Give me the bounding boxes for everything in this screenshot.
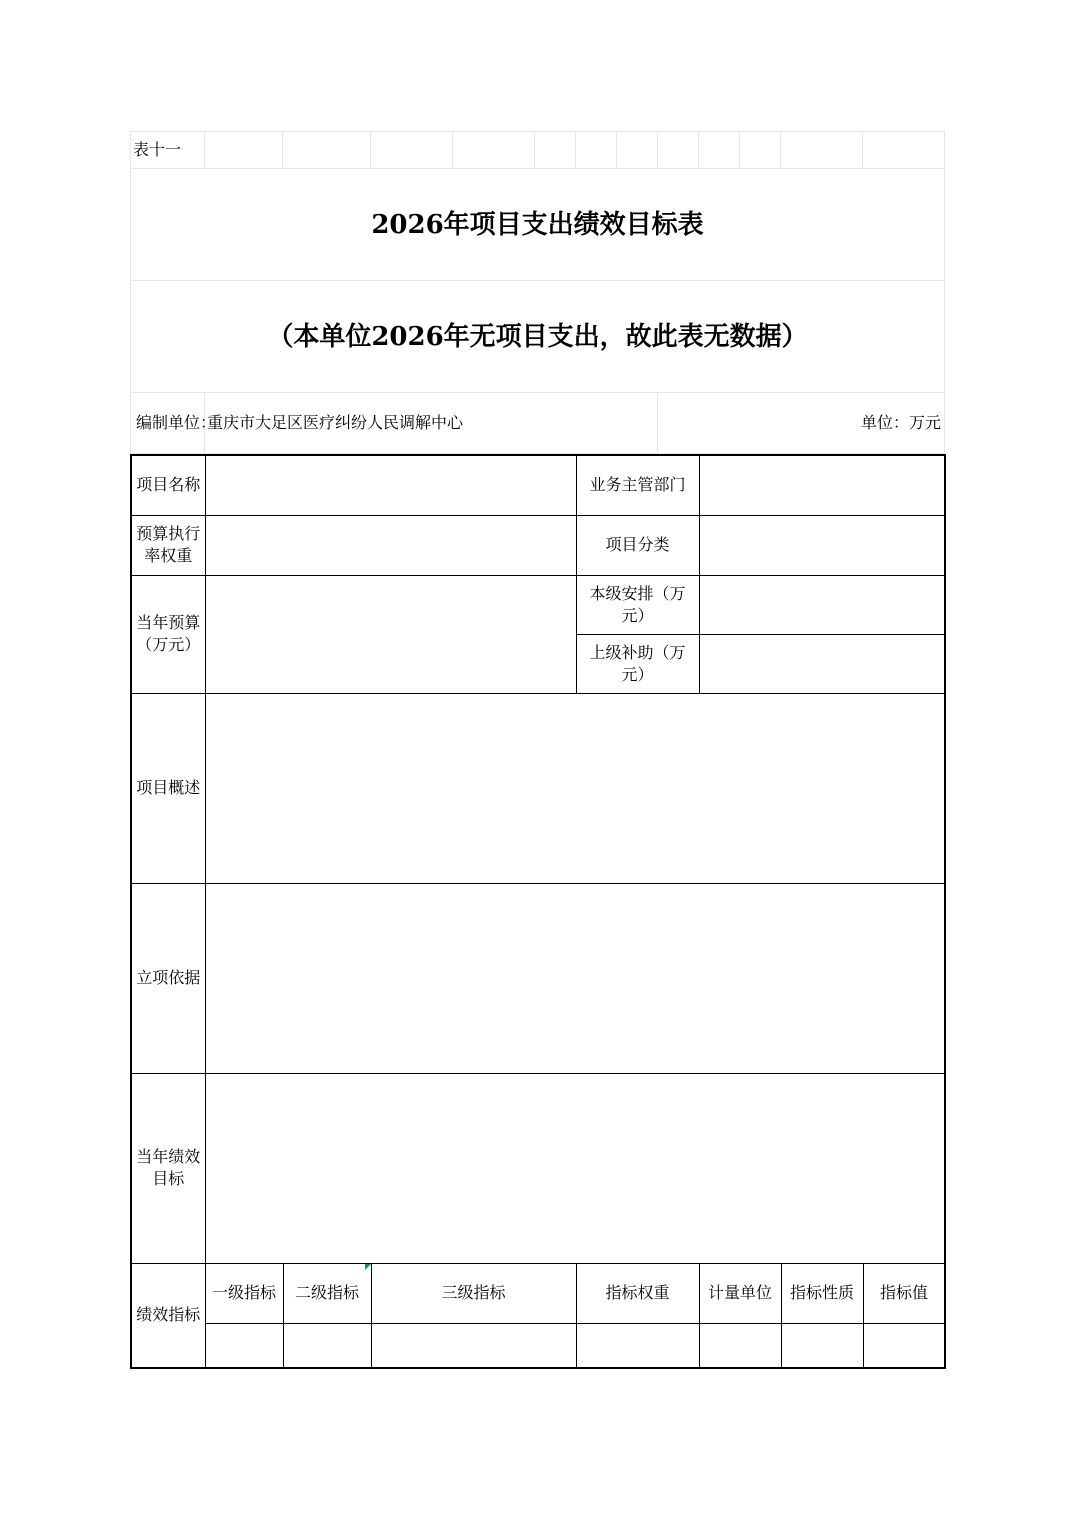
basis-label: 立项依据 [131,883,205,1073]
indicator-cell[interactable] [283,1323,371,1368]
indicator-cell[interactable] [699,1323,781,1368]
annual-goal-value[interactable] [205,1073,945,1263]
annual-budget-value[interactable] [205,575,576,693]
local-arrangement-value[interactable] [699,575,945,634]
unit-label: 编制单位： [131,393,205,454]
performance-target-sheet [130,131,944,1369]
overview-label: 项目概述 [131,693,205,883]
indicator-cell[interactable] [863,1323,945,1368]
performance-form [130,454,946,1369]
currency-unit: 单位：万元 [658,393,945,454]
annual-budget-label: 当年预算（万元） [131,575,205,693]
indicator-cell[interactable] [576,1323,699,1368]
project-name-value[interactable] [205,455,576,515]
project-category-label: 项目分类 [576,515,699,575]
sheet-header [130,131,945,454]
indicator-cell[interactable] [781,1323,863,1368]
comment-marker-icon [365,1264,371,1270]
indicator-col-nature: 指标性质 [781,1263,863,1323]
annual-goal-label: 当年绩效目标 [131,1073,205,1263]
budget-weight-value[interactable] [205,515,576,575]
indicator-col-level3: 三级指标 [371,1263,576,1323]
unit-name: 重庆市大足区医疗纠纷人民调解中心 [205,393,658,454]
project-category-value[interactable] [699,515,945,575]
page-title: 2026年项目支出绩效目标表 [131,169,945,281]
superior-subsidy-value[interactable] [699,634,945,693]
indicator-col-value: 指标值 [863,1263,945,1323]
indicator-col-unit: 计量单位 [699,1263,781,1323]
indicator-cell[interactable] [371,1323,576,1368]
department-value[interactable] [699,455,945,515]
basis-value[interactable] [205,883,945,1073]
indicator-col-weight: 指标权重 [576,1263,699,1323]
table-number: 表十一 [131,132,205,169]
indicator-col-level2-label: 二级指标 [294,1283,359,1302]
no-data-note: （本单位2026年无项目支出，故此表无数据） [131,281,945,393]
superior-subsidy-label: 上级补助（万元） [576,634,699,693]
indicator-col-level2 [283,1263,371,1323]
local-arrangement-label: 本级安排（万元） [576,575,699,634]
indicator-col-level1: 一级指标 [205,1263,283,1323]
budget-weight-label: 预算执行率权重 [131,515,205,575]
department-label: 业务主管部门 [576,455,699,515]
indicator-cell[interactable] [205,1323,283,1368]
overview-value[interactable] [205,693,945,883]
indicators-label: 绩效指标 [131,1263,205,1368]
project-name-label: 项目名称 [131,455,205,515]
